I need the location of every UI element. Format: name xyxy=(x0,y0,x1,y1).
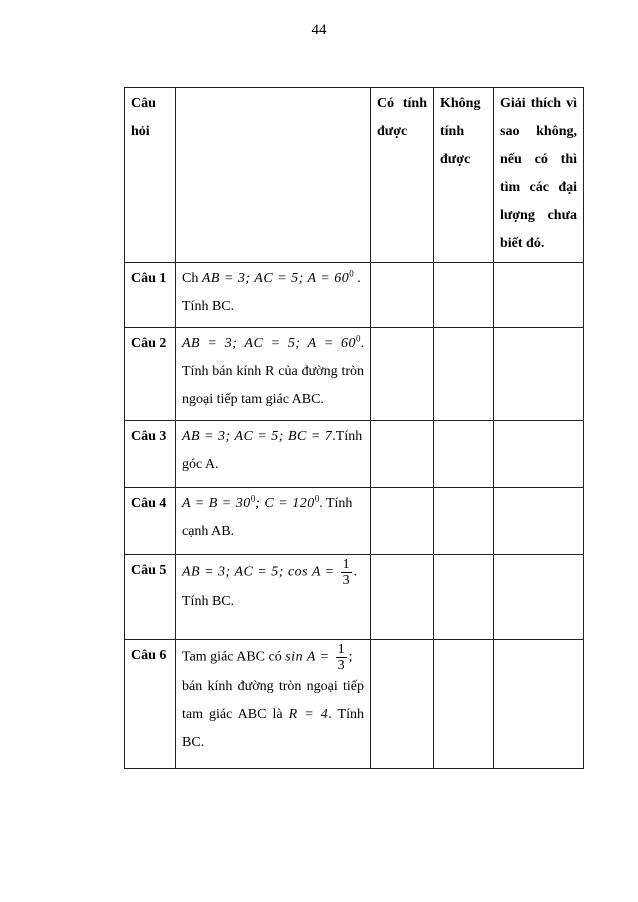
question-text: ; xyxy=(348,649,353,665)
math-expression: R = 4 xyxy=(288,707,329,722)
question-text: Ch xyxy=(182,271,199,286)
question-text: Tính BC. xyxy=(182,299,235,314)
question-content xyxy=(176,488,371,555)
answer-cell[interactable] xyxy=(371,328,434,421)
question-content xyxy=(176,555,371,640)
question-text: . xyxy=(353,564,358,580)
answer-cell[interactable] xyxy=(371,488,434,555)
question-text: . Tính cạnh AB. xyxy=(182,496,353,539)
question-content xyxy=(176,263,371,328)
math-expression: A = B = 30 xyxy=(182,496,251,511)
answer-cell[interactable] xyxy=(494,421,584,488)
question-label: Câu 1 xyxy=(125,263,176,328)
question-label: Câu 2 xyxy=(125,328,176,421)
table-row xyxy=(125,328,584,421)
table-row xyxy=(125,555,584,640)
table-header-row xyxy=(125,88,584,263)
answer-cell[interactable] xyxy=(494,640,584,769)
answer-cell[interactable] xyxy=(434,555,494,640)
math-expression: sin A = xyxy=(285,649,334,665)
fraction-denominator: 3 xyxy=(342,573,350,588)
header-explanation: Giải thích vì sao không, nếu có thì tìm các đại lượng chưa biết đó. xyxy=(494,88,584,263)
question-text: Tính BC. xyxy=(182,594,235,609)
table-row xyxy=(125,421,584,488)
header-computable: Có tính được xyxy=(371,88,434,263)
question-label: Câu 6 xyxy=(125,640,176,769)
question-table xyxy=(124,87,584,769)
answer-cell[interactable] xyxy=(371,640,434,769)
answer-cell[interactable] xyxy=(434,640,494,769)
fraction xyxy=(341,557,352,588)
question-text: . xyxy=(353,271,361,286)
math-expression: ; C = 120 xyxy=(255,496,315,511)
math-expression: AB = 3; AC = 5; cos A = xyxy=(182,564,339,580)
math-expression: AB = 3; AC = 5; BC = 7 xyxy=(182,429,333,444)
answer-cell[interactable] xyxy=(434,263,494,328)
math-expression: AB = 3; AC = 5; A = 60 xyxy=(182,336,356,351)
fraction-numerator: 1 xyxy=(342,557,350,572)
answer-cell[interactable] xyxy=(494,555,584,640)
question-text: bán kính đường tròn ngoại tiếp tam giác ABC là xyxy=(182,679,364,722)
answer-cell[interactable] xyxy=(494,263,584,328)
question-text: .Tính góc A. xyxy=(182,429,363,472)
question-text: Tam giác ABC có xyxy=(182,649,286,665)
degree-superscript: 0 xyxy=(250,493,256,504)
answer-cell[interactable] xyxy=(494,328,584,421)
answer-cell[interactable] xyxy=(434,488,494,555)
answer-cell[interactable] xyxy=(434,421,494,488)
fraction-denominator: 3 xyxy=(337,658,345,673)
question-label: Câu 3 xyxy=(125,421,176,488)
fraction-numerator: 1 xyxy=(337,642,345,657)
degree-superscript: 0 xyxy=(349,268,354,279)
page-number: 44 xyxy=(311,22,327,38)
answer-cell[interactable] xyxy=(494,488,584,555)
answer-cell[interactable] xyxy=(371,263,434,328)
question-text: . Tính BC. xyxy=(182,707,364,750)
answer-cell[interactable] xyxy=(371,555,434,640)
header-not-computable: Không tính được xyxy=(434,88,494,263)
question-content xyxy=(176,421,371,488)
math-expression: AB = 3; AC = 5; A = 60 xyxy=(201,271,350,286)
degree-superscript: 0 xyxy=(356,333,361,344)
question-content xyxy=(176,640,371,769)
table-row xyxy=(125,640,584,769)
answer-cell[interactable] xyxy=(434,328,494,421)
fraction xyxy=(336,642,347,673)
question-label: Câu 5 xyxy=(125,555,176,640)
table-row xyxy=(125,263,584,328)
answer-cell[interactable] xyxy=(371,421,434,488)
degree-superscript: 0 xyxy=(314,493,320,504)
header-question: Câu hỏi xyxy=(125,88,176,263)
question-content xyxy=(176,328,371,421)
question-text: . Tính bán kính R của đường tròn ngoại tiếp tam giác ABC. xyxy=(182,336,364,407)
question-label: Câu 4 xyxy=(125,488,176,555)
header-content xyxy=(176,88,371,263)
table-row xyxy=(125,488,584,555)
